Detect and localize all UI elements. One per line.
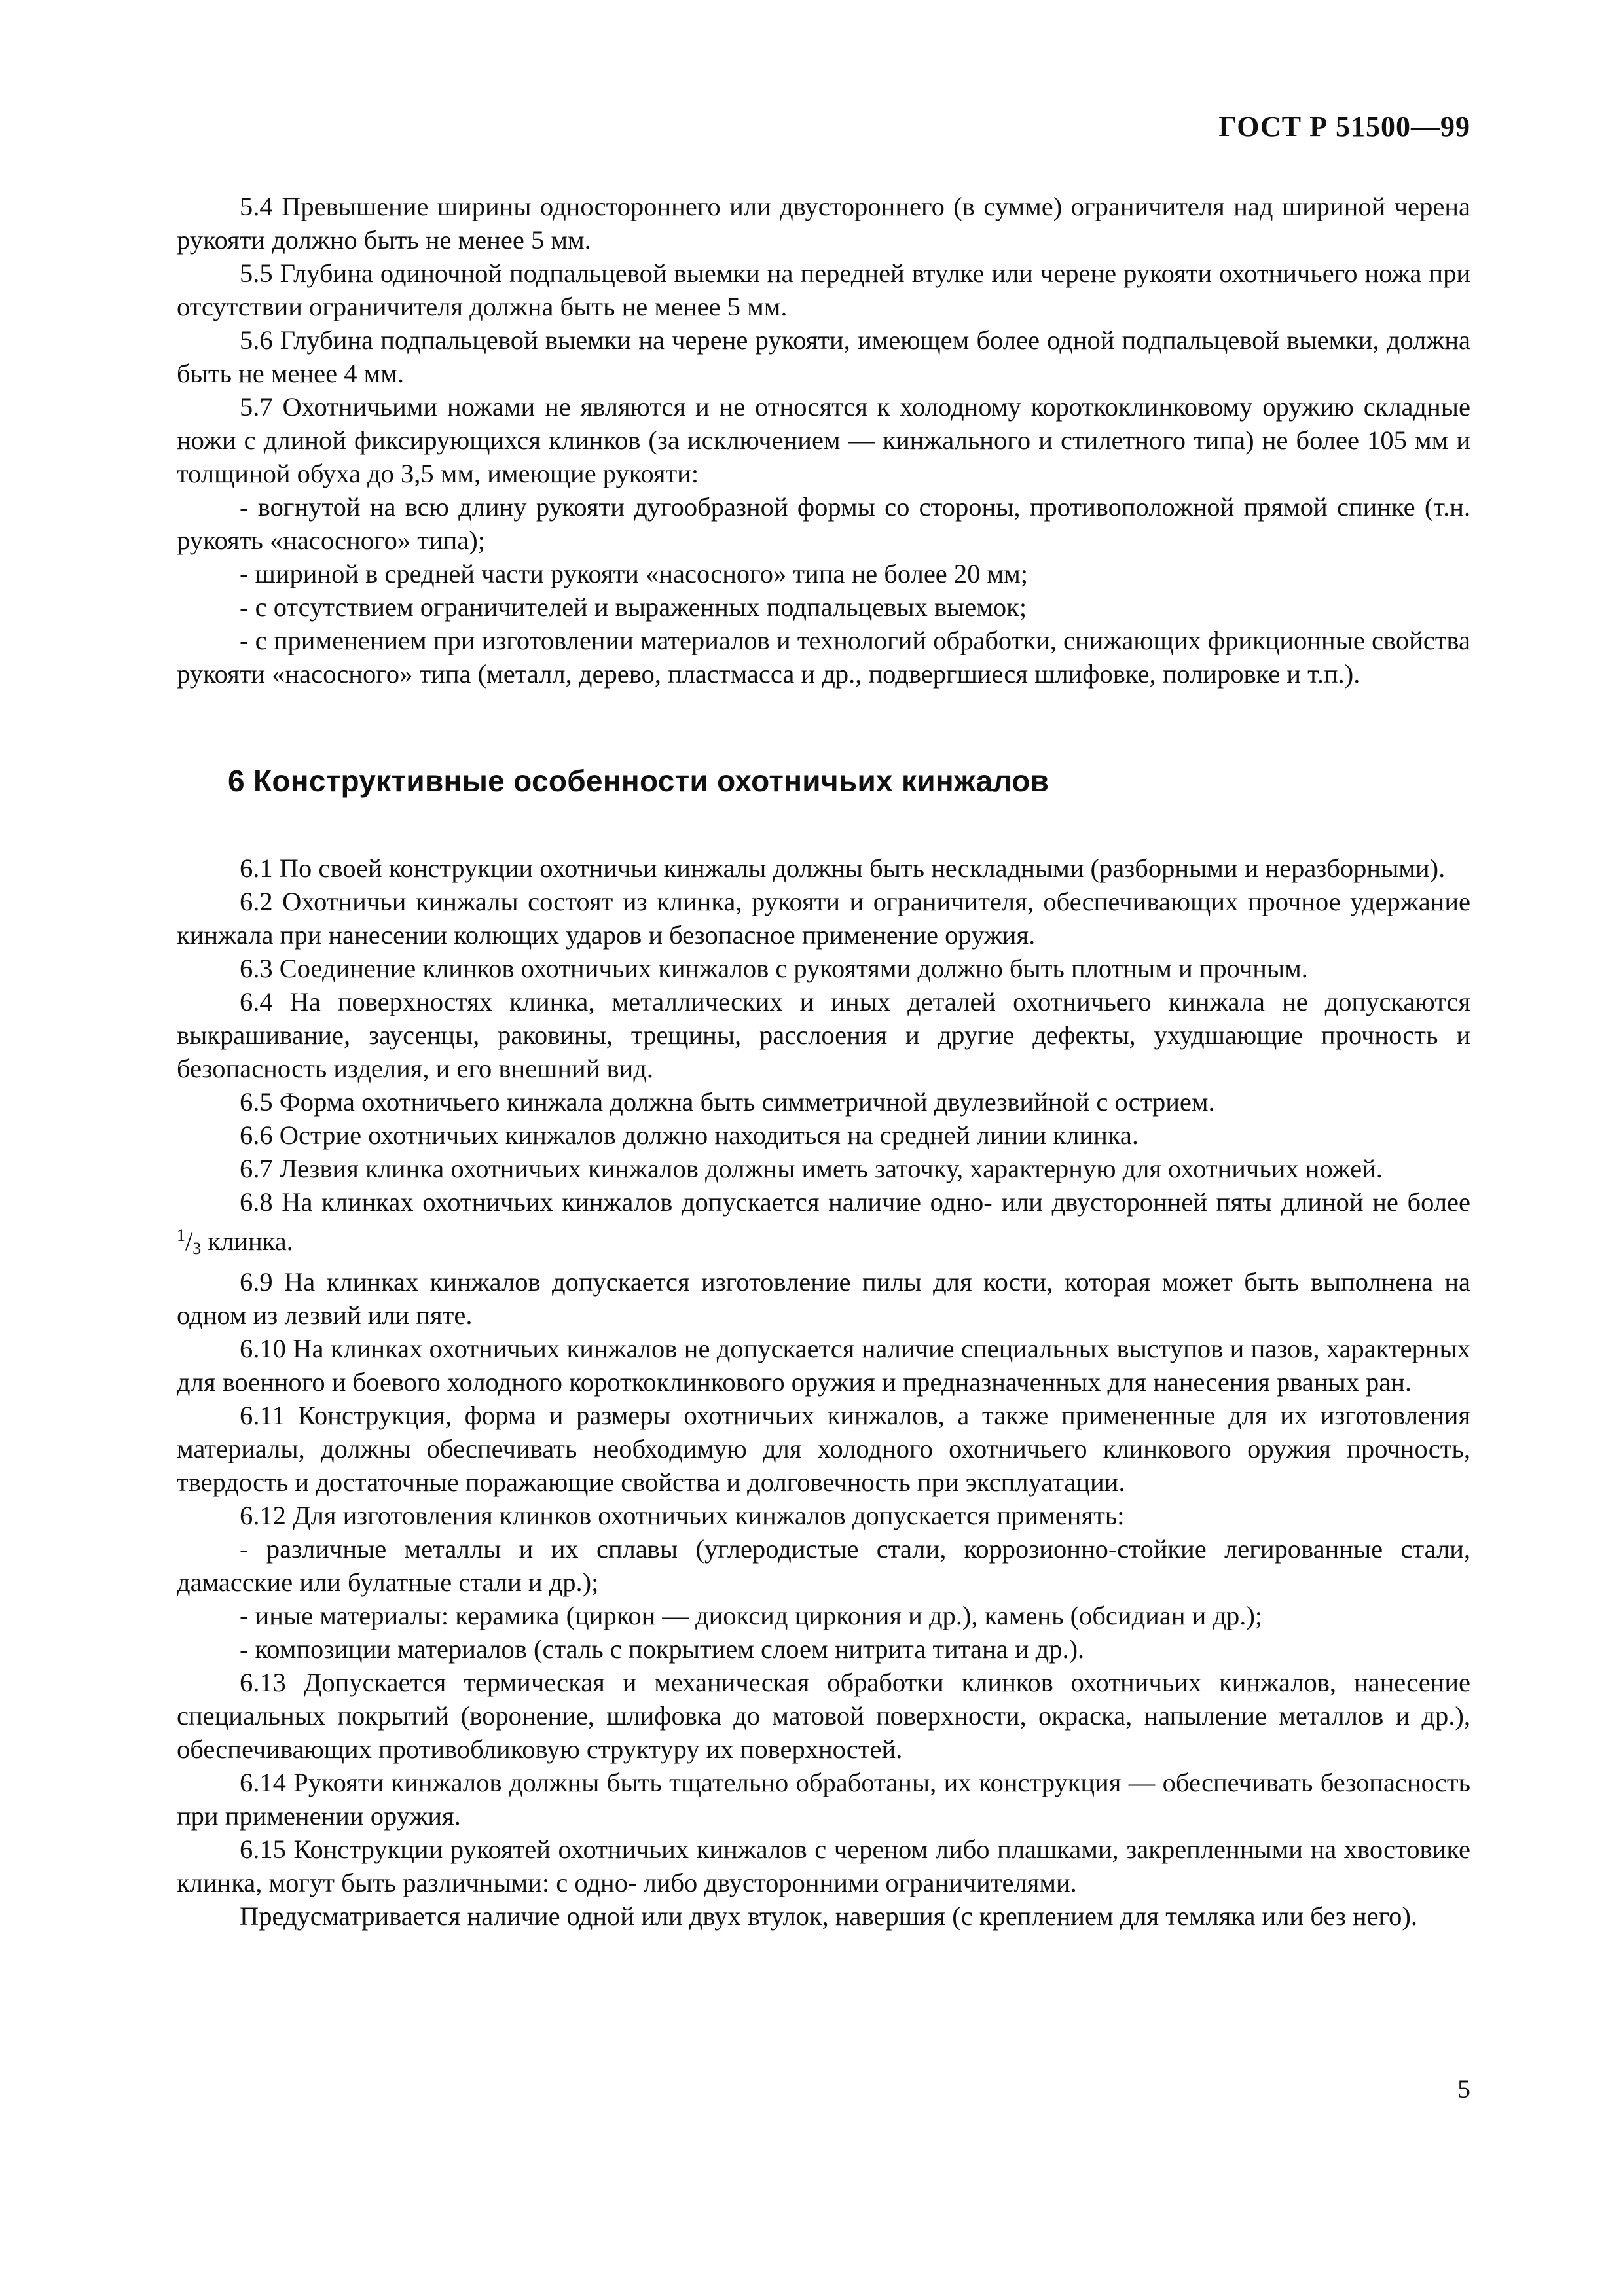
clause-5-7: 5.7 Охотничьими ножами не являются и не относятся к холодному короткоклинковому оружию складные ножи с длиной фиксирующихся клинков (за исключением — кинжального и стилетного типа) не более 105 мм и толщиной обуха до 3,5 мм, имеющие рукояти: <box>177 392 1470 488</box>
clause-6-15: 6.15 Конструкции рукоятей охотничьих кинжалов с череном либо плашками, закрепленными на хвостовике клинка, могут быть различными: с одно- либо двусторонними ограничителями. <box>177 1835 1470 1897</box>
clause-6-2: 6.2 Охотничьи кинжалы состоят из клинка, рукояти и ограничителя, обеспечивающих прочное удержание кинжала при нанесении колющих ударов и безопасное применение оружия. <box>177 887 1470 950</box>
section-heading: 6 Конструктивные особенности охотничьих кинжалов <box>228 764 1049 798</box>
clause-6-9: 6.9 На клинках кинжалов допускается изготовление пилы для кости, которая может быть выполнена на одном из лезвий или пяте. <box>177 1267 1470 1330</box>
clause-5-4: 5.4 Превышение ширины одностороннего или двустороннего (в сумме) ограничителя над шириной черена рукояти должно быть не менее 5 мм. <box>177 192 1470 255</box>
clause-6-5: 6.5 Форма охотничьего кинжала должна быть симметричной двулезвийной с острием. <box>240 1087 1215 1117</box>
fraction-denominator: 3 <box>192 1239 202 1258</box>
clause-5-7-item-3: - с отсутствием ограничителей и выраженных подпальцевых выемок; <box>240 592 1027 622</box>
fraction-slash: / <box>185 1227 193 1256</box>
clause-6-12-item-3: - композиции материалов (сталь с покрытием слоем нитрита титана и др.). <box>240 1634 1085 1664</box>
clause-6-12-item-2: - иные материалы: керамика (циркон — диоксид циркония и др.), камень (обсидиан и др.); <box>240 1601 1263 1630</box>
clause-6-10: 6.10 На клинках охотничьих кинжалов не допускается наличие специальных выступов и пазов, характерных для военного и боевого холодного короткоклинкового оружия и предназначенных для нанесения рваных ран. <box>177 1334 1470 1397</box>
clause-6-14: 6.14 Рукояти кинжалов должны быть тщательно обработаны, их конструкция — обеспечивать безопасность при применении оружия. <box>177 1768 1470 1831</box>
clause-6-7: 6.7 Лезвия клинка охотничьих кинжалов должны иметь заточку, характерную для охотничьих ножей. <box>240 1154 1383 1183</box>
fraction-numerator: 1 <box>177 1226 185 1245</box>
clause-6-11: 6.11 Конструкция, форма и размеры охотничьих кинжалов, а также примененные для их изготовления материалы, должны обеспечивать необходимую для холодного охотничьего клинкового оружия прочность, твердость и достаточные поражающие свойства и долговечность при эксплуатации. <box>177 1401 1470 1497</box>
clause-6-15-note: Предусматривается наличие одной или двух втулок, навершия (с креплением для темляка или без него). <box>240 1901 1418 1931</box>
document-page <box>177 0 1470 2296</box>
clause-5-7-item-1: - вогнутой на всю длину рукояти дугообразной формы со стороны, противоположной прямой спинке (т.н. рукоять «насосного» типа); <box>177 492 1470 555</box>
page-number: 5 <box>1457 2074 1470 2104</box>
clause-5-6: 5.6 Глубина подпальцевой выемки на черене рукояти, имеющем более одной подпальцевой выемки, должна быть не менее 4 мм. <box>177 325 1470 388</box>
clause-6-13: 6.13 Допускается термическая и механическая обработки клинков охотничьих кинжалов, нанесение специальных покрытий (воронение, шлифовка до матовой поверхности, окраска, напыление металлов и др.), обеспечивающих противобликовую структуру их поверхностей. <box>177 1668 1470 1764</box>
clause-6-8 <box>177 1185 1470 1265</box>
clause-6-1: 6.1 По своей конструкции охотничьи кинжалы должны быть нескладными (разборными и неразборными). <box>240 853 1446 883</box>
clause-5-5: 5.5 Глубина одиночной подпальцевой выемки на передней втулке или черене рукояти охотничьего ножа при отсутствии ограничителя должна быть не менее 5 мм. <box>177 259 1470 321</box>
document-body <box>177 190 1470 1933</box>
clause-6-3: 6.3 Соединение клинков охотничьих кинжалов с рукоятями должно быть плотным и прочным. <box>240 954 1308 983</box>
clause-6-6: 6.6 Острие охотничьих кинжалов должно находиться на средней линии клинка. <box>240 1121 1139 1150</box>
clause-5-7-item-2: - шириной в средней части рукояти «насосного» типа не более 20 мм; <box>240 559 1029 588</box>
clause-6-8-tail: клинка. <box>201 1227 293 1256</box>
fraction-one-third <box>177 1227 201 1256</box>
clause-6-4: 6.4 На поверхностях клинка, металлических и иных деталей охотничьего кинжала не допускаются выкрашивание, заусенцы, раковины, трещины, расслоения и другие дефекты, ухудшающие прочность и безопасность изделия, и его внешний вид. <box>177 987 1470 1083</box>
clause-6-8-text: 6.8 На клинках охотничьих кинжалов допускается наличие одно- или двусторонней пяты длиной не более <box>240 1187 1470 1217</box>
clause-6-12-item-1: - различные металлы и их сплавы (углеродистые стали, коррозионно-стойкие легированные стали, дамасские или булатные стали и др.); <box>177 1534 1470 1597</box>
clause-6-12: 6.12 Для изготовления клинков охотничьих кинжалов допускается применять: <box>240 1501 1125 1530</box>
standard-header: ГОСТ Р 51500—99 <box>1218 111 1470 143</box>
clause-5-7-item-4: - с применением при изготовлении материалов и технологий обработки, снижающих фрикционные свойства рукояти «насосного» типа (металл, дерево, пластмасса и др., подвергшиеся шлифовке, полировке и т.п.). <box>177 626 1470 689</box>
